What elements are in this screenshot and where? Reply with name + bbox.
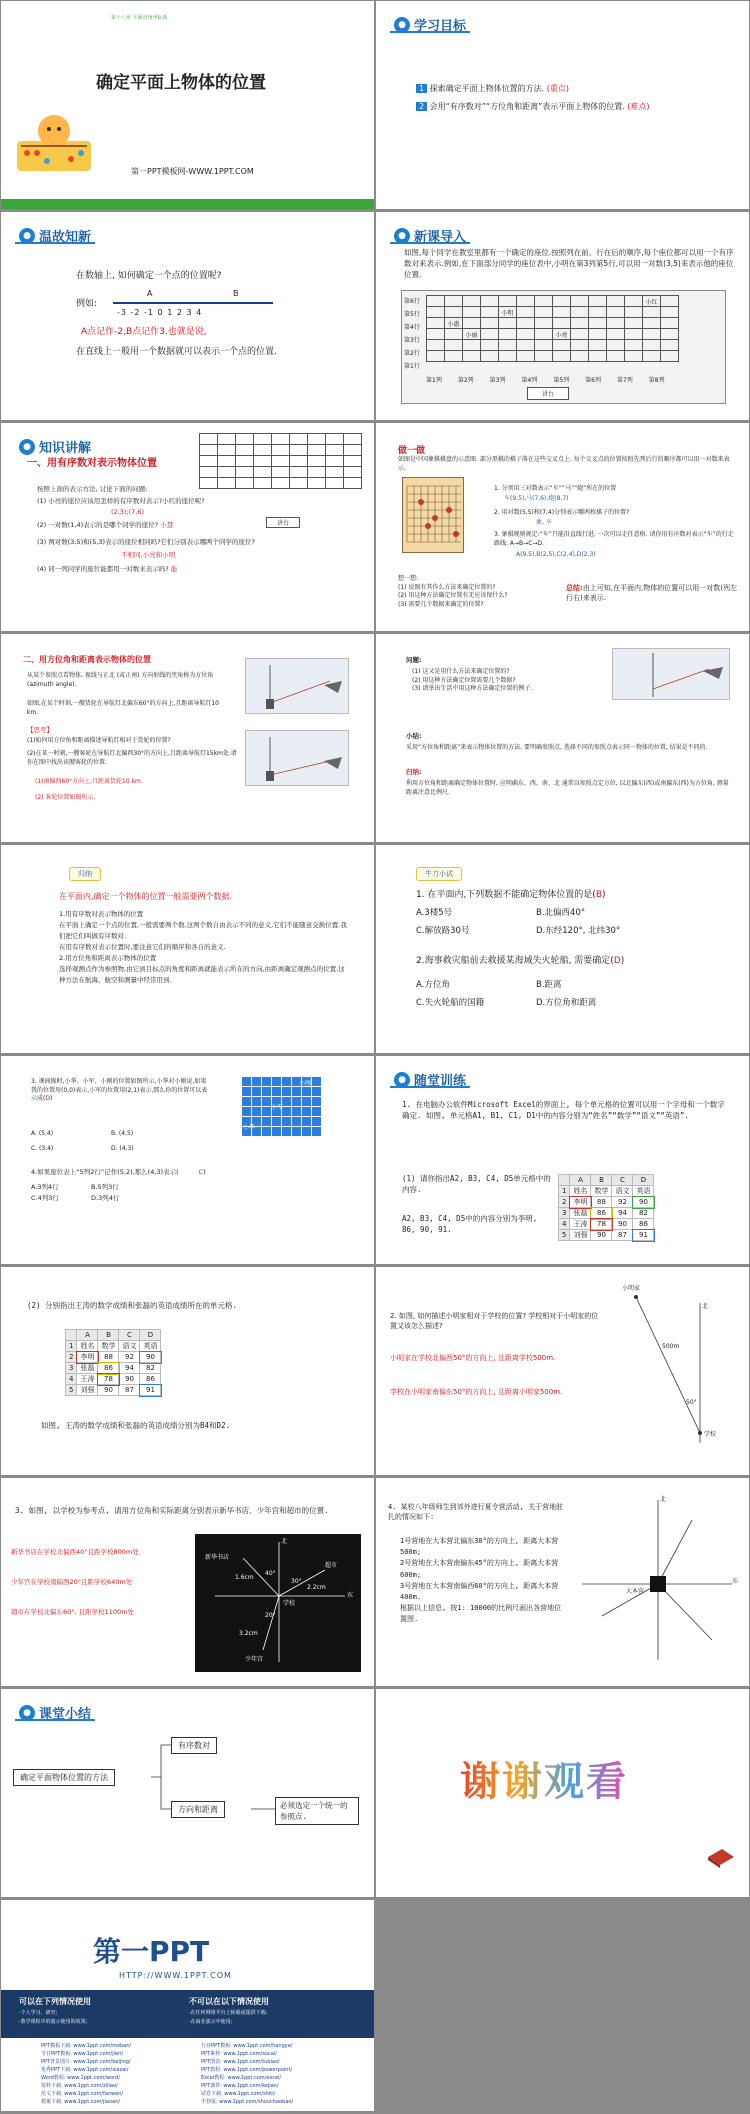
xl-col-header: B xyxy=(591,1175,612,1186)
chess-summary: 总结:由上可知,在平面内,物体的位置可以用一对数(列左行右)来表示. xyxy=(566,584,737,603)
explain-header: ● 知识讲解 xyxy=(19,437,91,456)
xl-cell: 87 xyxy=(612,1230,633,1241)
xl-cell: 86 xyxy=(98,1363,119,1374)
xl-cell: 王涛 xyxy=(570,1219,591,1230)
review-header: ● 温故知新 xyxy=(19,226,91,245)
main-title: 确定平面上物体的位置 xyxy=(96,73,266,93)
class-summary-header: ● 课堂小结 xyxy=(19,1703,91,1722)
xl-row xyxy=(66,1341,161,1352)
goal-2: 2 会用“有序数对”“方位角和距离”表示平面上物体的位置. (难点) xyxy=(416,101,650,113)
xl-col-header: A xyxy=(570,1175,591,1186)
xl-row xyxy=(559,1230,654,1241)
point-a-label: A xyxy=(147,289,153,298)
seat-chart xyxy=(401,290,726,404)
xl-cell: 李明 xyxy=(570,1197,591,1208)
footer-usage: 可以在下列情况使用 ·个人学习、研究; ·教学课程中的演示使用的效果; 不可以在以下情况使用 ·在任何网络平台上转载或提供下载; ·在商业演示中使用; xyxy=(1,1990,374,2038)
intro-paragraph: 如图,每个同学在教室里都有一个确定的座位.按照列在前、行在后的顺序,每个座位都可以用一个有序数对来表示.例如,在下面部分同学的座位表中,小明在第3列第5行,可以用一对数(3,5)来表示他的座位位置. xyxy=(404,248,734,279)
xl-cell: 91 xyxy=(140,1385,161,1396)
xl-row xyxy=(559,1219,654,1230)
summary-title: 小结: xyxy=(406,732,422,740)
xl-col-header xyxy=(559,1175,570,1186)
xl-cell: 刘强 xyxy=(77,1385,98,1396)
xl-cell: 张磊 xyxy=(570,1208,591,1219)
xl-row xyxy=(66,1352,161,1363)
xl-cell: 90 xyxy=(119,1374,140,1385)
induce-headline: 在平面内,确定一个物体的位置一般需要两个数据. xyxy=(59,892,233,901)
summary-branch-2: 方向和距离 xyxy=(171,1801,225,1818)
footer-url: HTTP://WWW.1PPT.COM xyxy=(119,1971,232,1980)
chess-a2: 象, 卒 xyxy=(536,519,552,526)
excel-table-2 xyxy=(65,1329,161,1396)
chess-q2: 2. 用对数(5,5)和(7,4)分别表示哪两枚棋子的位置? xyxy=(494,509,630,516)
practice-a1: A2, B3, C4, D5中的内容分别为李明, 86, 90, 91. xyxy=(402,1214,538,1234)
slide-azimuth xyxy=(1,634,374,842)
summary-root: 确定平面物体位置的方法 xyxy=(13,1769,115,1786)
azimuth-example: 如图,在某个时刻,一艘货轮在导航灯北偏东60°的方向上,且距离导航灯10 km. xyxy=(27,700,219,716)
footer-credits xyxy=(1,1900,374,2111)
camp-intro: 4. 某校八年级师生到郊外进行夏令营活动, 关于营地驻扎的情况如下: xyxy=(388,1503,564,1522)
practice-header: ● 随堂训练 xyxy=(394,1070,466,1089)
review-conclusion: 在直线上一般用一个数据就可以表示一个点的位置. xyxy=(76,347,277,357)
xl-row xyxy=(559,1186,654,1197)
excel-a2: 如图, 王涛的数学成绩和张磊的英语成绩分别为B4和D2. xyxy=(41,1421,231,1430)
xl-cell: 1 xyxy=(559,1186,570,1197)
answer-3: 不相同,小亮和小明 xyxy=(121,551,176,559)
mini-desk: 讲台 xyxy=(266,517,300,528)
explain-intro: 按照上面的表示方法, 讨论下面的问题: xyxy=(37,485,148,493)
slide-chess xyxy=(376,423,749,631)
xl-cell: 3 xyxy=(559,1208,570,1219)
try-title: 做一做 xyxy=(398,446,426,456)
lighthouse-diagram-3 xyxy=(612,648,730,700)
section-one-title: 一、用有序数对表示物体位置 xyxy=(27,458,157,469)
slide-title xyxy=(1,1,374,209)
xl-cell: 94 xyxy=(612,1208,633,1219)
map-answer-1: 新华书店在学校北偏西40°且距学校800m处 xyxy=(11,1548,139,1556)
induce-body: 1.用有序数对表示物体的位置 在平面上确定一个点的位置,一般需要两个数.这两个数自由表示不同的意义,它们不能随意交换位置.我们把它们叫做有序数对. 在用有序数对表示位置时,要注意它们的顺序和各自的意义. 2.用方位角和距离表示物体的位置 选择观测点作为参照物,由它到目标点的角度和距离就能表示所在的方向,由距离确定观测点的位置.这种方法在航海、航空和测量中经常用到. xyxy=(59,910,347,985)
xl-row xyxy=(66,1374,161,1385)
camp-map: 北 东 大本营 xyxy=(572,1490,742,1670)
xl-row xyxy=(559,1208,654,1219)
xl-cell: 数学 xyxy=(98,1341,119,1352)
xl-cell: 1 xyxy=(66,1341,77,1352)
xl-cell: 82 xyxy=(140,1363,161,1374)
footer-links-2[interactable]: 行业PPT模板: www.1ppt.com/hangye/ PPT素材: www.1ppt.com/sucai/ PPT图表: www.1ppt.com/tubiao/ PPT教程: www.1ppt.com/powerpoint/ Excel教程: www.1ppt.com/excel/ PPT课件: www.1ppt.com/kejian/ 试卷下载: www.1ppt.com/shiti/ 手抄报: www.1ppt.com/shouchaobao/ xyxy=(201,2043,294,2105)
azimuth-a1: (1)南偏西60°方向上,且距离货轮10 km. xyxy=(35,778,143,785)
azimuth-a2: (2) 客轮位置如图所示. xyxy=(35,794,96,801)
playground-grid: 小刚 小军 小华 xyxy=(241,1076,321,1136)
slide-induce xyxy=(1,845,374,1053)
xl-col-header: D xyxy=(633,1175,654,1186)
map-question: 3. 如图, 以学校为参考点, 请用方位角和实际距离分别表示新华书店、少年宫和超市的位置. xyxy=(15,1506,329,1515)
chess-q3: 3. 象棋规则规定:“车”只能沿直线行进, 一次可以走任意格. 请你用有序数对表示“车”的行走路线: A→B→C→D. xyxy=(494,531,734,547)
book-icon xyxy=(706,1839,736,1869)
col-labels: 第1列 第2列 第3列 第4列 第5列 第6列 第7列 第8列 xyxy=(426,377,665,384)
home-question: 2. 如图, 如何描述小明家相对于学校的位置? 学校相对于小明家的位置又该怎么描述? xyxy=(390,1312,599,1331)
xl-cell: 2 xyxy=(66,1352,77,1363)
slide-practice xyxy=(376,1056,749,1264)
seat-grid: 小红 小明 小惠 小丽 小亮 xyxy=(426,295,679,362)
azimuth-def: 从某个参照点看物体, 视线与正北 (或正南) 方向射线的夹角称为方位角(azimuth angle). xyxy=(27,672,214,688)
xl-cell: 数学 xyxy=(591,1186,612,1197)
lighthouse-diagram-2 xyxy=(245,730,349,786)
azimuth-q1: (1)如何用方位角和距离描述导航灯相对于货轮的位置? xyxy=(27,737,171,744)
practice-paragraph: 1. 在电脑办公软件Microsoft Excel的界面上, 每个单元格的位置可以用一个字母和一个数字确定. 如图, 单元格A1, B1, C1, D1中的内容分别为“姓名”“数学”“语文”“英语”. xyxy=(402,1100,725,1120)
slide-thanks xyxy=(376,1689,749,1897)
slide-goals xyxy=(376,1,749,209)
xl-cell: 86 xyxy=(591,1208,612,1219)
xl-cell: 张磊 xyxy=(77,1363,98,1374)
xl-col-header: A xyxy=(77,1330,98,1341)
xl-cell: 82 xyxy=(633,1208,654,1219)
excel-q2: (2) 分别指出王涛的数学成绩和张磊的英语成绩所在的单元格. xyxy=(27,1301,238,1310)
xl-cell: 3 xyxy=(66,1363,77,1374)
xl-cell: 李明 xyxy=(77,1352,98,1363)
question-2: (2) 一对数(1,4)表示的是哪个同学的座位? 小慧 xyxy=(37,521,174,529)
map-answer-2: 少年宫在学校南偏西20°且距学校640m处 xyxy=(11,1578,133,1586)
think-title: 【思考】 xyxy=(27,726,53,734)
xl-cell: 4 xyxy=(66,1374,77,1385)
goal-1: 1 探索确定平面上物体位置的方法. (重点) xyxy=(416,83,569,95)
xl-cell: 88 xyxy=(98,1352,119,1363)
camp-list: 1号营地在大本营北偏东30°的方向上, 距离大本营500m; 2号营地在大本营南偏东45°的方向上, 距离大本营600m; 3号营地在大本营南偏西60°的方向上, 距离大本营400m. 根据以上信息, 按1: 10000的比例尺画出各营地位置图. xyxy=(400,1537,562,1624)
xl-cell: 王涛 xyxy=(77,1374,98,1385)
header-icon: ● xyxy=(19,1705,35,1721)
teacher-desk: 讲台 xyxy=(527,387,569,400)
header-icon: ● xyxy=(394,17,410,33)
number-line xyxy=(113,302,273,304)
chess-a1: 车(9,5),马(7,6),炮(8,7) xyxy=(504,495,569,502)
xl-cell: 78 xyxy=(98,1374,119,1385)
answer-1: (2,3);(7,6) xyxy=(111,508,145,516)
slide-summary-azimuth xyxy=(376,634,749,842)
quiz-q2-options: A.方位角 B.距离 C.失火轮船的国籍 D.方位角和距离 xyxy=(416,980,597,1009)
xl-cell: 86 xyxy=(140,1374,161,1385)
xl-row xyxy=(66,1363,161,1374)
induce-text: 利用方位角和距离确定物体位置时, 应明确东、西、南、北 通常以参照点定方位, 以北偏东(西)或南偏东(西)为方位角, 测量距离注意比例尺. xyxy=(406,780,729,796)
xl-cell: 5 xyxy=(559,1230,570,1241)
slide-review xyxy=(1,212,374,420)
slide-intro xyxy=(376,212,749,420)
xl-col-header: C xyxy=(119,1330,140,1341)
xl-col-header: B xyxy=(98,1330,119,1341)
grid-options: A. (5,4) B. (4,5) C. (3,4) D. (4,3) xyxy=(31,1130,134,1152)
home-school-map: 小明家 学校 北 50° 500m xyxy=(622,1285,717,1438)
xl-cell: 2 xyxy=(559,1197,570,1208)
footer-links-1[interactable]: PPT模板下载: www.1ppt.com/moban/ 节日PPT模板: www.1ppt.com/jieri/ PPT背景图片: www.1ppt.com/beijing/ 优秀PPT下载: www.1ppt.com/xiazai/ Word教程: www.1ppt.com/word/ 资料下载: www.1ppt.com/ziliao/ 范文下载: www.1ppt.com/fanwen/ 教案下载: www.1ppt.com/jiaoan/ xyxy=(41,2043,132,2105)
xl-cell: 90 xyxy=(140,1352,161,1363)
xl-cell: 88 xyxy=(591,1197,612,1208)
intro-header: ● 新课导入 xyxy=(394,226,466,245)
xl-col-header xyxy=(66,1330,77,1341)
think-block: 想一想: (1) 说图有其作么方法来确定位置的? (2) 用这种方法确定位置有无应该保什么? (3) 需要几个数据来确定的位置? xyxy=(398,575,508,609)
number-ticks: -3 -2 -1 0 1 2 3 4 xyxy=(117,308,203,317)
summary-text: 采用“方位角和距离”来表示物体位置的方法, 要明确参照点, 选择不同的参照点表示同一物体的位置, 结果是不同的. xyxy=(406,744,708,751)
row-labels: 第6行 第5行 第4行 第3行 第2行 第1行 xyxy=(404,298,420,370)
problem-title: 问题: xyxy=(406,656,422,664)
top-caption: 第十六章 平面直角坐标系 xyxy=(111,15,168,21)
footer-logo: 第一PPT xyxy=(93,1935,210,1968)
question-4: (4) 同一列同学的座位能都用一对数来表示吗? 能 xyxy=(37,565,178,573)
header-icon: ● xyxy=(394,228,410,244)
seat-question: 4.如果座位表上“5列2行”记作(5,2),那么(4,3)表示( C) xyxy=(31,1168,206,1176)
goals-header: ● 学习目标 xyxy=(394,15,466,34)
xl-cell: 90 xyxy=(98,1385,119,1396)
xl-cell: 英语 xyxy=(633,1186,654,1197)
summary-branch-note: 必须选定一个统一的参照点. xyxy=(275,1797,359,1825)
xl-cell: 姓名 xyxy=(77,1341,98,1352)
slide-quiz xyxy=(376,845,749,1053)
quiz-q1: 1. 在平面内,下列数据不能确定物体位置的是(B) xyxy=(416,890,606,900)
practice-q1: (1) 请你指出A2, B3, C4, D5单元格中的内容. xyxy=(402,1174,551,1194)
point-b-label: B xyxy=(233,289,239,298)
chess-a3: A(9,5),B(2,5),C(2,4),D(2,3) xyxy=(516,551,596,558)
thanks-title: 谢谢观看 xyxy=(460,1759,628,1805)
chess-q1: 1. 分别用三对数表示“车”“马”“炮”所在的位置 xyxy=(494,485,617,492)
summary-connectors xyxy=(1,1689,374,1897)
xl-cell: 5 xyxy=(66,1385,77,1396)
chess-paragraph: 如图是中国象棋棋盘的示意图. 部分黑棋的棋子落在这些交叉点上. 每个交叉点的位置按照先列后行的顺序都可以用一对数来表示. xyxy=(398,456,730,472)
quiz-tag: 牛刀小试 xyxy=(416,867,462,881)
quiz-q2: 2.海事救灾船前去救援某海域失火轮船, 需要确定(D) xyxy=(416,956,625,966)
xl-col-header: D xyxy=(140,1330,161,1341)
lighthouse-diagram-1 xyxy=(245,658,349,714)
xl-cell: 86 xyxy=(633,1219,654,1230)
azimuth-q2: (2)在某一时刻,一艘客轮在导航灯北偏西30°的方向上,且距离导航灯15km处.请你在图中找出该艘客轮的位置. xyxy=(27,750,237,766)
quiz-q1-options: A.3楼5号 B.北偏西40° C.解放路30号 D.东经120°, 北纬30° xyxy=(416,908,621,937)
xl-cell: 92 xyxy=(612,1197,633,1208)
xl-cell: 刘强 xyxy=(570,1230,591,1241)
xl-cell: 87 xyxy=(119,1385,140,1396)
mini-seat-grid xyxy=(199,433,362,489)
review-answer: A点记作-2,B点记作3.也就是说, xyxy=(81,327,207,337)
slide-camp xyxy=(376,1478,749,1686)
slide-class-summary xyxy=(1,1689,374,1897)
review-question: 在数轴上, 如何确定一个点的位置呢? xyxy=(76,271,222,281)
home-answer-2: 学校在小明家南偏东50°的方向上, 且距离小明家500m. xyxy=(390,1388,563,1396)
slide-home-school xyxy=(376,1267,749,1475)
xl-cell: 语文 xyxy=(119,1341,140,1352)
header-icon: ● xyxy=(19,228,35,244)
header-icon: ● xyxy=(394,1072,410,1088)
slide-exercise-grid xyxy=(1,1056,374,1264)
slide-map-dark xyxy=(1,1478,374,1686)
problem-list: (1) 这又是用什么方法来确定位置的? (2) 用这种方法确定位置需要几个数据? (3) 请举出生活中用这种方法确定位置的例子. xyxy=(412,668,533,693)
site-caption: 第一PPT模板网-WWW.1PPT.COM xyxy=(131,167,254,176)
green-band xyxy=(1,199,374,209)
xl-cell: 姓名 xyxy=(570,1186,591,1197)
header-icon: ● xyxy=(19,439,35,455)
chess-board xyxy=(402,477,464,553)
induce-title: 归纳: xyxy=(406,768,422,776)
map-answer-3: 超市在学校北偏东60°, 且距学校1100m处 xyxy=(11,1608,135,1616)
section-two-title: 二、用方位角和距离表示物体的位置 xyxy=(23,655,151,664)
xl-cell: 90 xyxy=(612,1219,633,1230)
xl-cell: 英语 xyxy=(140,1341,161,1352)
induce-tag: 归纳 xyxy=(69,867,101,881)
xl-cell: 4 xyxy=(559,1219,570,1230)
xl-cell: 78 xyxy=(591,1219,612,1230)
cartoon-abacus xyxy=(9,109,99,179)
excel-table-1 xyxy=(558,1174,654,1241)
xl-cell: 91 xyxy=(633,1230,654,1241)
home-answer-1: 小明家在学校北偏西50°的方向上, 且距离学校500m. xyxy=(390,1354,556,1362)
question-3: (3) 两对数(3,5)和(5,3)表示的座位相同吗?它们分别表示哪两个同学的座位? xyxy=(37,538,255,546)
slide-explain xyxy=(1,423,374,631)
xl-cell: 94 xyxy=(119,1363,140,1374)
school-map: 北 东 新华书店 超市 学校 少年宫 1.6cm 2.2cm 3.2cm 40° 30° 20° xyxy=(195,1534,361,1672)
seat-options: A.3列4行 B.5列3行 C.4列3行 D.3列4行 xyxy=(31,1183,120,1203)
xl-cell: 90 xyxy=(591,1230,612,1241)
xl-cell: 90 xyxy=(633,1197,654,1208)
grid-question: 3. 课间操时,小华、小军、小刚的位置如图所示,小华对小刚说,如果我的位置用(0,0)表示,小军的位置用(2,1)表示,那么你的位置可以表示成(D) xyxy=(31,1078,208,1103)
xl-col-header: C xyxy=(612,1175,633,1186)
summary-branch-1: 有序数对 xyxy=(171,1737,217,1754)
example-label: 例如: xyxy=(76,299,98,309)
xl-cell: 语文 xyxy=(612,1186,633,1197)
xl-cell: 92 xyxy=(119,1352,140,1363)
xl-row xyxy=(66,1385,161,1396)
question-1: (1) 小亮的座位应该用怎样的有序数对表示?小红的座位呢? xyxy=(37,497,205,505)
xl-row xyxy=(559,1197,654,1208)
slide-excel-2 xyxy=(1,1267,374,1475)
